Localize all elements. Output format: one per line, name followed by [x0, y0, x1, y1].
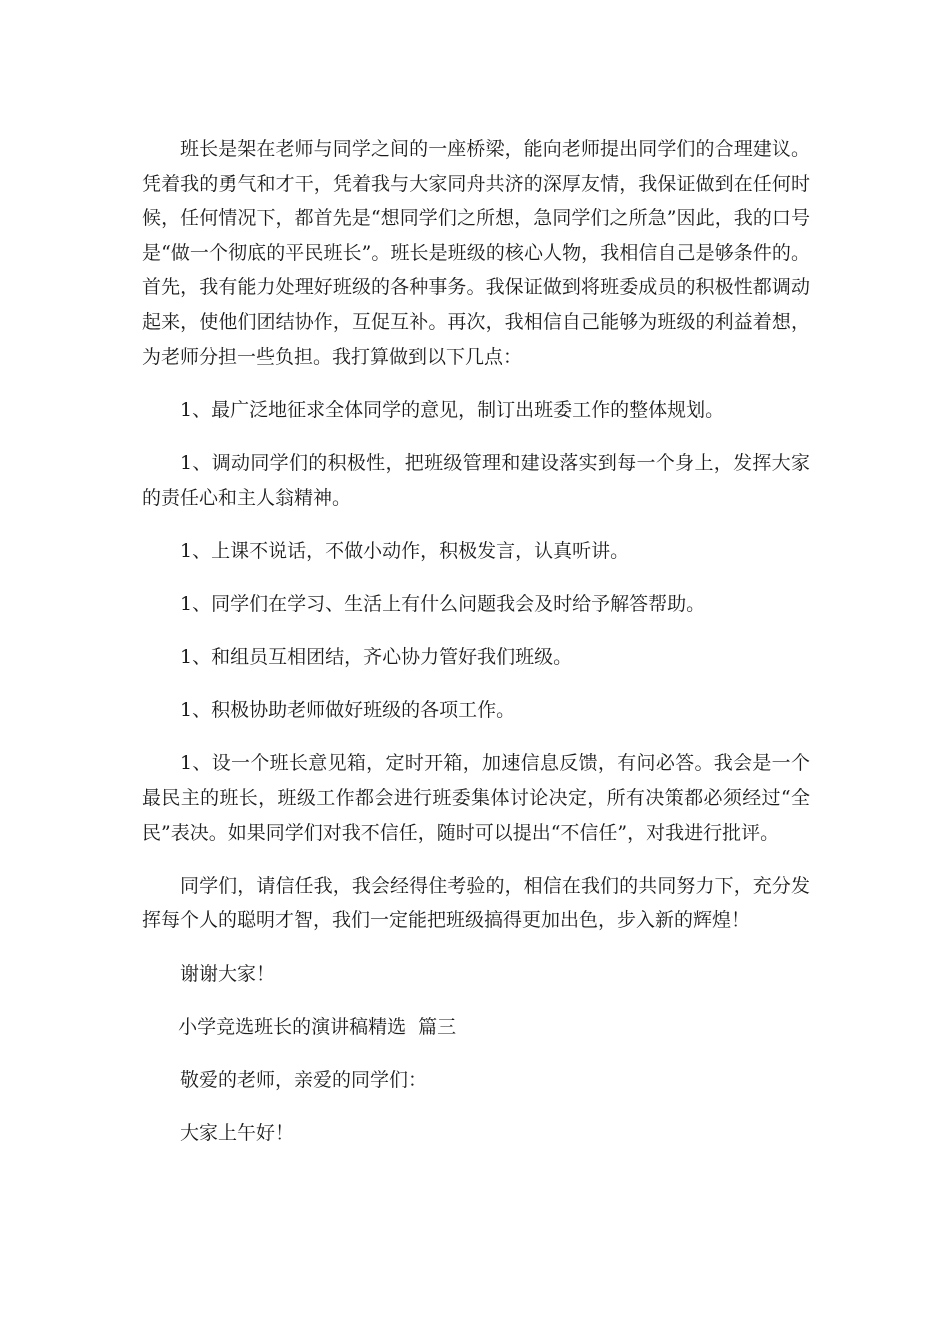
thanks-line: 谢谢大家！ [180, 962, 276, 985]
closing-paragraph: 同学们，请信任我，我会经得住考验的，相信在我们的共同努力下，充分发挥每个人的聪明才智，我们一定能把班级搞得更加出色，步入新的辉煌！ [142, 874, 810, 932]
section-heading: 小学竞选班长的演讲稿精选 篇三 [178, 1015, 457, 1038]
plan-item-1: 1、最广泛地征求全体同学的意见，制订出班委工作的整体规划。 [180, 398, 725, 421]
plan-item-2: 1、调动同学们的积极性，把班级管理和建设落实到每一个身上，发挥大家的责任心和主人翁精神。 [142, 451, 810, 509]
plan-item-3: 1、上课不说话，不做小动作，积极发言，认真听讲。 [180, 539, 630, 562]
plan-item-4: 1、同学们在学习、生活上有什么问题我会及时给予解答帮助。 [180, 592, 706, 615]
plan-item-5: 1、和组员互相团结，齐心协力管好我们班级。 [180, 646, 573, 669]
plan-item-6: 1、积极协助老师做好班级的各项工作。 [180, 699, 516, 722]
document-body [142, 132, 810, 1169]
salutation-line: 大家上午好！ [180, 1122, 295, 1145]
greeting-line: 敬爱的老师，亲爱的同学们： [180, 1069, 428, 1091]
plan-item-7: 1、设一个班长意见箱，定时开箱，加速信息反馈，有问必答。我会是一个最民主的班长，班级工作都会进行班委集体讨论决定，所有决策都必须经过“全民”表决。如果同学们对我不信任，随时可以提出“不信任”，对我进行批评。 [142, 752, 810, 844]
intro-paragraph: 班长是架在老师与同学之间的一座桥梁，能向老师提出同学们的合理建议。凭着我的勇气和才干，凭着我与大家同舟共济的深厚友情，我保证做到在任何时候，任何情况下，都首先是“想同学们之所想，急同学们之所急”因此，我的口号是“做一个彻底的平民班长”。班长是班级的核心人物，我相信自己是够条件的。首先，我有能力处理好班级的各种事务。我保证做到将班委成员的积极性都调动起来，使他们团结协作，互促互补。再次，我相信自己能够为班级的利益着想，为老师分担一些负担。我打算做到以下几点： [142, 138, 810, 368]
